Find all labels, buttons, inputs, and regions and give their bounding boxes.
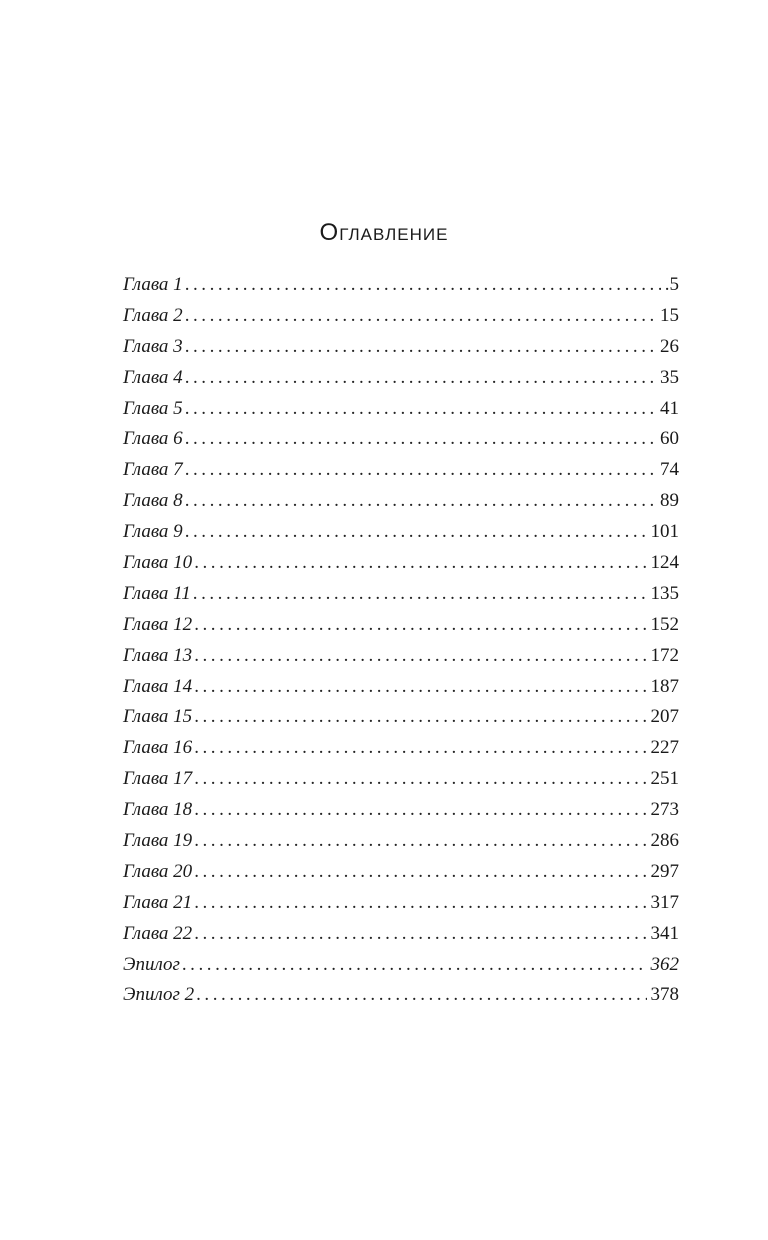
toc-entry-label: Глава 6 xyxy=(123,428,183,450)
toc-entry[interactable] xyxy=(123,795,679,826)
toc-entry-page: 317 xyxy=(650,891,679,913)
toc-entry-label: Глава 20 xyxy=(123,860,193,882)
table-of-contents xyxy=(123,270,679,1011)
dot-leader xyxy=(194,857,646,888)
toc-entry[interactable] xyxy=(123,641,679,672)
dot-leader xyxy=(185,301,656,332)
toc-entry[interactable] xyxy=(123,424,679,455)
toc-entry-label: Глава 14 xyxy=(123,675,193,697)
toc-entry-label: Глава 5 xyxy=(123,397,183,419)
toc-entry-label: Глава 13 xyxy=(123,644,193,666)
dot-leader xyxy=(185,332,656,363)
toc-entry-page: 227 xyxy=(650,737,679,759)
toc-entry[interactable] xyxy=(123,672,679,703)
toc-entry[interactable] xyxy=(123,919,679,950)
dot-leader xyxy=(185,455,656,486)
toc-entry-page: 101 xyxy=(650,521,679,543)
toc-entry[interactable] xyxy=(123,332,679,363)
dot-leader xyxy=(185,517,647,548)
toc-entry-label: Глава 17 xyxy=(123,768,193,790)
dot-leader xyxy=(194,888,646,919)
toc-entry-page: 35 xyxy=(660,366,679,388)
toc-entry-label: Глава 18 xyxy=(123,799,193,821)
toc-entry-page: 26 xyxy=(660,335,679,357)
dot-leader xyxy=(193,579,647,610)
dot-leader xyxy=(194,919,646,950)
toc-entry-page: 251 xyxy=(650,768,679,790)
toc-entry-page: 172 xyxy=(650,644,679,666)
toc-entry[interactable] xyxy=(123,702,679,733)
toc-entry-label: Глава 15 xyxy=(123,706,193,728)
toc-entry-label: Глава 22 xyxy=(123,922,193,944)
toc-entry[interactable] xyxy=(123,733,679,764)
dot-leader xyxy=(185,424,656,455)
toc-entry-page: 286 xyxy=(650,830,679,852)
dot-leader xyxy=(185,486,656,517)
toc-entry-label: Глава 12 xyxy=(123,613,193,635)
toc-entry-page: 297 xyxy=(650,860,679,882)
toc-entry-page: 187 xyxy=(650,675,679,697)
toc-entry-page: 135 xyxy=(650,582,679,604)
toc-entry-page: .5 xyxy=(664,274,679,295)
toc-entry-label: Глава 7 xyxy=(123,459,183,481)
toc-entry-label: Глава 8 xyxy=(123,490,183,512)
dot-leader xyxy=(194,764,646,795)
dot-leader xyxy=(194,610,646,641)
toc-entry[interactable] xyxy=(123,950,679,981)
toc-entry-page: 362 xyxy=(650,953,679,975)
toc-entry-page: 341 xyxy=(650,922,679,944)
toc-entry[interactable] xyxy=(123,548,679,579)
toc-entry[interactable] xyxy=(123,394,679,425)
toc-entry-page: 124 xyxy=(650,552,679,574)
toc-entry-label: Глава 4 xyxy=(123,366,183,388)
toc-entry-label: Эпилог xyxy=(123,953,180,975)
toc-entry-page: 207 xyxy=(650,706,679,728)
toc-entry-page: 89 xyxy=(660,490,679,512)
toc-entry-page: 74 xyxy=(660,459,679,481)
toc-entry-label: Глава 9 xyxy=(123,521,183,543)
toc-entry-page: 15 xyxy=(660,304,679,326)
dot-leader xyxy=(185,394,656,425)
dot-leader xyxy=(182,950,647,981)
toc-entry-label: Глава 21 xyxy=(123,891,193,913)
toc-entry[interactable] xyxy=(123,486,679,517)
toc-entry-label: Глава 16 xyxy=(123,737,193,759)
toc-entry[interactable] xyxy=(123,826,679,857)
dot-leader xyxy=(194,733,646,764)
toc-entry-label: Глава 11 xyxy=(123,582,191,604)
toc-entry-page: 60 xyxy=(660,428,679,450)
toc-entry-label: Глава 2 xyxy=(123,304,183,326)
dot-leader xyxy=(194,795,646,826)
toc-entry[interactable] xyxy=(123,764,679,795)
toc-entry-label: Глава 3 xyxy=(123,335,183,357)
dot-leader xyxy=(185,270,661,301)
toc-entry-label: Эпилог 2 xyxy=(123,984,195,1006)
dot-leader xyxy=(194,548,646,579)
toc-entry-page: 273 xyxy=(650,799,679,821)
toc-entry-label: Глава 19 xyxy=(123,830,193,852)
toc-entry-page: 152 xyxy=(650,613,679,635)
toc-entry[interactable] xyxy=(123,517,679,548)
toc-entry[interactable] xyxy=(123,610,679,641)
toc-entry[interactable] xyxy=(123,888,679,919)
dot-leader xyxy=(185,363,656,394)
dot-leader xyxy=(194,641,646,672)
toc-entry[interactable] xyxy=(123,270,679,301)
toc-entry[interactable] xyxy=(123,455,679,486)
toc-entry[interactable] xyxy=(123,579,679,610)
toc-entry[interactable] xyxy=(123,980,679,1011)
toc-entry[interactable] xyxy=(123,301,679,332)
dot-leader xyxy=(194,672,646,703)
toc-entry-page: 378 xyxy=(650,984,679,1006)
page-title: Оглавление xyxy=(319,219,449,246)
toc-entry[interactable] xyxy=(123,363,679,394)
toc-entry-label: Глава 10 xyxy=(123,552,193,574)
dot-leader xyxy=(194,826,646,857)
toc-entry-label: Глава 1 xyxy=(123,274,183,295)
toc-entry[interactable] xyxy=(123,857,679,888)
dot-leader xyxy=(194,702,646,733)
dot-leader xyxy=(196,980,646,1011)
toc-entry-page: 41 xyxy=(660,397,679,419)
